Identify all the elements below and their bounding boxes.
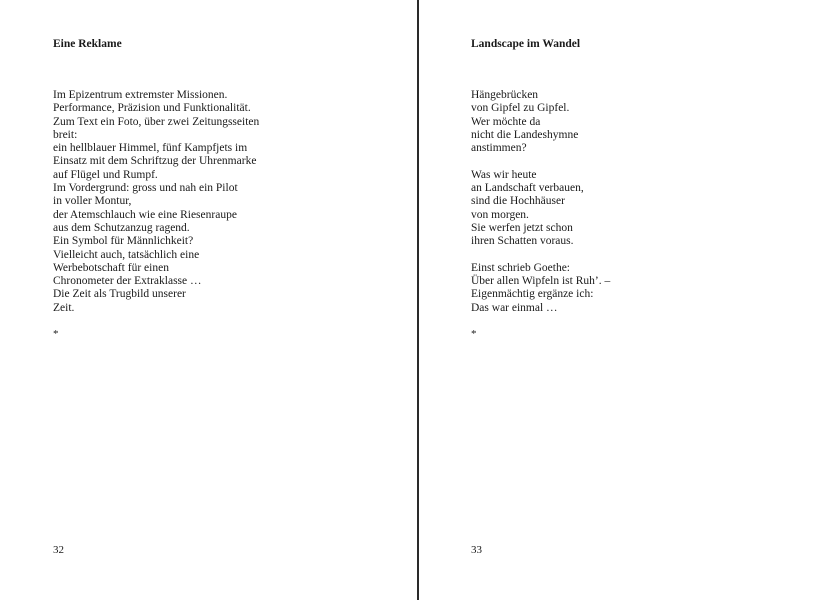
poem-body: [471, 89, 610, 341]
poem-line: Einsatz mit dem Schriftzug der Uhrenmarke: [53, 155, 257, 168]
poem-line: ihren Schatten voraus.: [471, 235, 574, 248]
section-ornament: *: [471, 328, 477, 341]
poem-line: breit:: [53, 128, 78, 141]
poem-line: Über allen Wipfeln ist Ruh’. –: [471, 275, 611, 288]
poem-line: auf Flügel und Rumpf.: [53, 168, 158, 181]
poem-line: Ein Symbol für Männlichkeit?: [53, 235, 194, 248]
poem-line: Was wir heute: [471, 168, 537, 181]
poem-line: an Landschaft verbauen,: [471, 182, 584, 195]
poem-line: nicht die Landeshymne: [471, 128, 579, 141]
poem-line: Einst schrieb Goethe:: [471, 261, 571, 274]
poem-title: Eine Reklame: [53, 38, 122, 50]
poem-line: Zeit.: [53, 301, 75, 314]
poem-line: Werbebotschaft für einen: [53, 261, 169, 274]
poem-line: in voller Montur,: [53, 195, 132, 208]
poem-line: ein hellblauer Himmel, fünf Kampfjets im: [53, 142, 248, 155]
page-number: 33: [471, 544, 482, 556]
poem-line: Vielleicht auch, tatsächlich eine: [53, 248, 200, 261]
poem-line: Das war einmal …: [471, 301, 558, 314]
stanza-break: [471, 249, 610, 262]
poem-line: Im Epizentrum extremster Missionen.: [53, 89, 228, 101]
left-page: [0, 0, 417, 600]
page-number: 32: [53, 544, 64, 556]
poem-line: Sie werfen jetzt schon: [471, 221, 573, 234]
poem-body: [53, 89, 259, 341]
poem-line: Performance, Präzision und Funktionalität.: [53, 102, 251, 115]
poem-line: sind die Hochhäuser: [471, 195, 565, 208]
poem-title: Landscape im Wandel: [471, 38, 581, 50]
poem-line: der Atemschlauch wie eine Riesenraupe: [53, 208, 237, 221]
poem-line: Wer möchte da: [471, 115, 541, 128]
poem-line: Eigenmächtig ergänze ich:: [471, 288, 594, 301]
stanza-break: [471, 155, 610, 168]
poem-line: von morgen.: [471, 208, 529, 221]
poem-line: Chronometer der Extraklasse …: [53, 275, 202, 288]
poem-line: von Gipfel zu Gipfel.: [471, 102, 570, 115]
poem-line: Im Vordergrund: gross und nah ein Pilot: [53, 182, 238, 195]
section-ornament: *: [53, 328, 59, 341]
right-page: [419, 0, 836, 600]
poem-line: Zum Text ein Foto, über zwei Zeitungsseiten: [53, 115, 260, 128]
poem-line: anstimmen?: [471, 142, 527, 155]
poem-line: Die Zeit als Trugbild unserer: [53, 288, 186, 301]
poem-line: aus dem Schutzanzug ragend.: [53, 221, 190, 234]
poem-line: Hängebrücken: [471, 89, 539, 101]
